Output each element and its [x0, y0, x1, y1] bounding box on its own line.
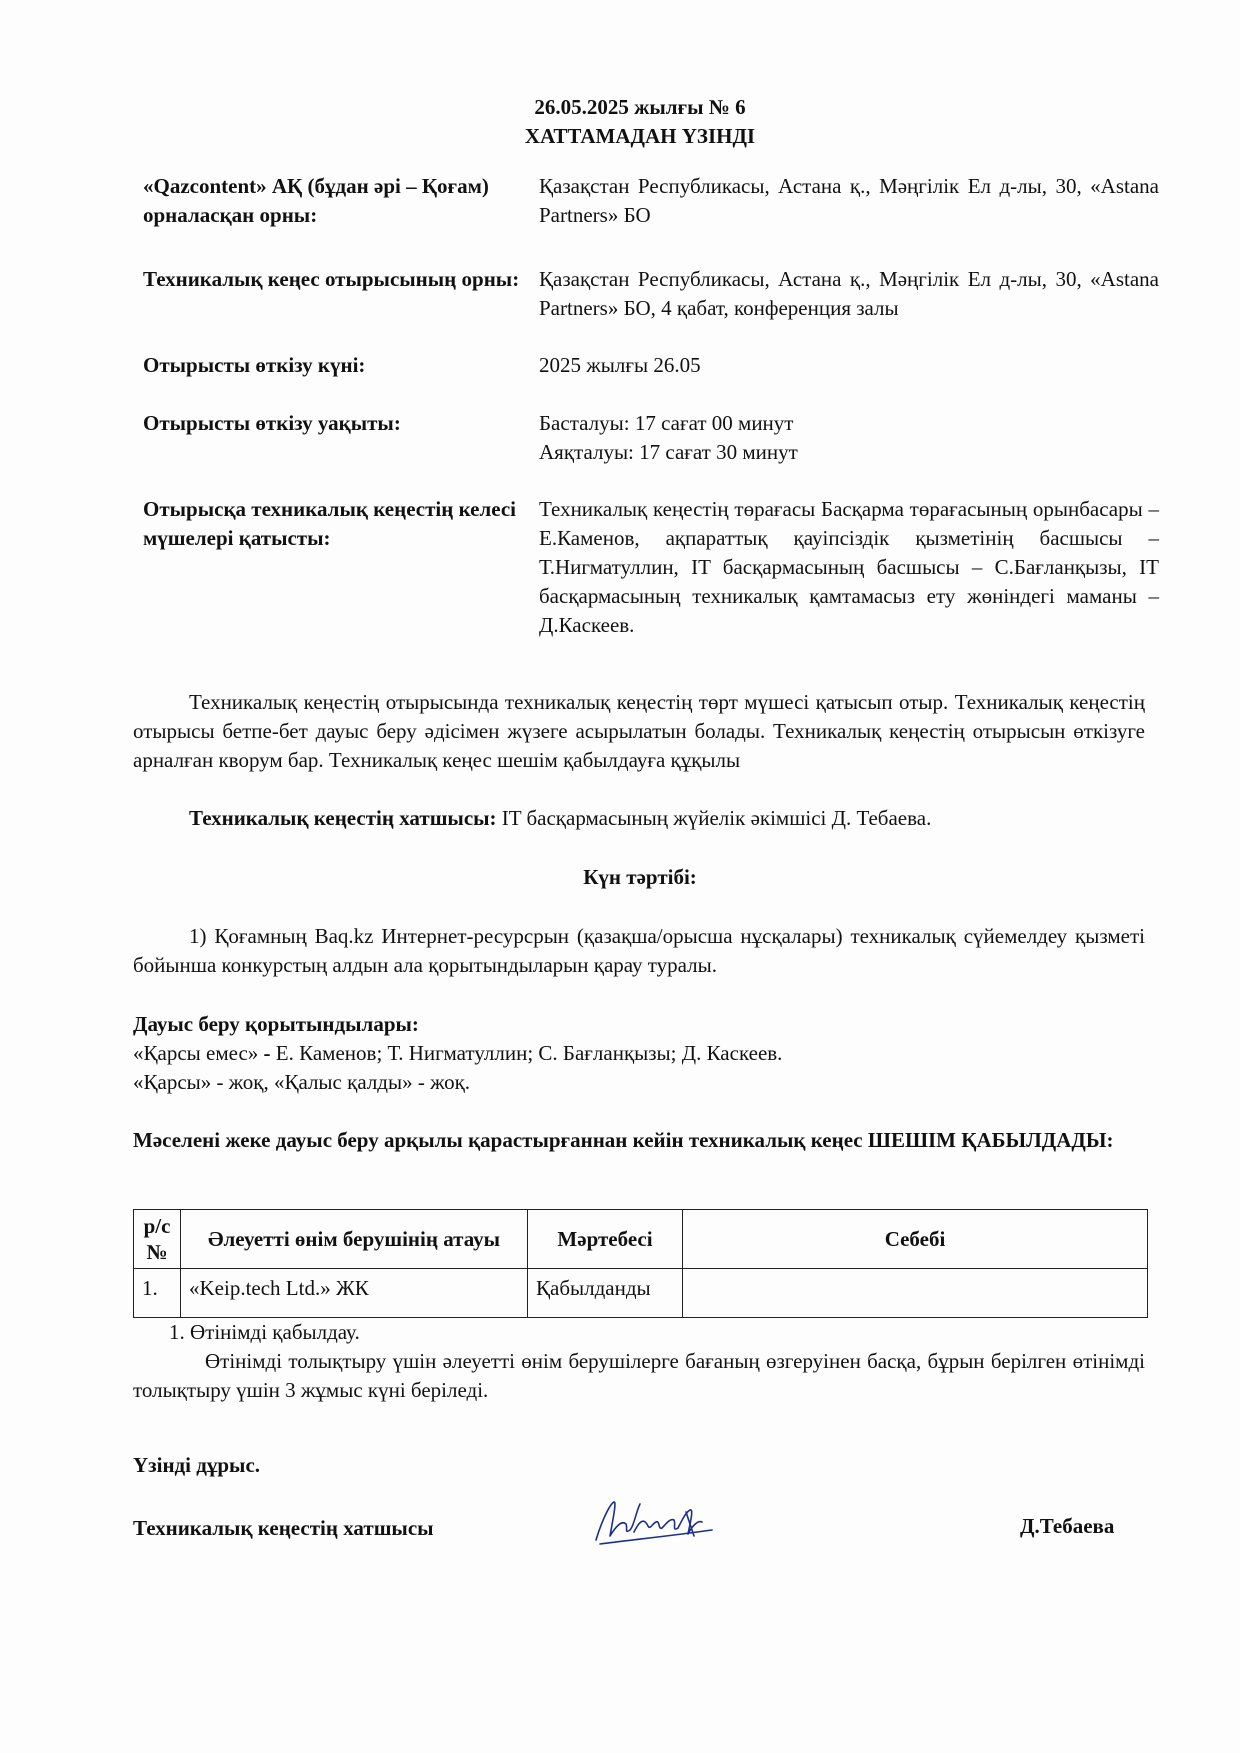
document-title: ХАТТАМАДАН ҮЗІНДІ: [524, 124, 756, 148]
cell-reason: [683, 1269, 1148, 1318]
info-label: Отырысты өткізу күні:: [143, 353, 366, 377]
voting-against: «Қарсы» - жоқ, «Қалыс қалды» - жоқ.: [133, 1070, 471, 1094]
table-header-row: [134, 1210, 1148, 1269]
agenda-item: 1) Қоғамның Baq.kz Интернет-ресурсрын (қазақша/орысша нұсқалары) техникалық сүйемелдеу қызметі бойынша конкурстың алдын ала қорытындыларын қарау туралы.: [133, 924, 1145, 977]
info-label: Техникалық кеңес отырысының орны:: [143, 267, 520, 291]
secretary-label: Техникалық кеңестің хатшысы:: [189, 806, 497, 830]
end-time: Аяқталуы: 17 сағат 30 минут: [539, 440, 798, 464]
cell-status: Қабылданды: [528, 1269, 683, 1318]
voting-dash: -: [258, 1041, 276, 1065]
column-header-reason: Себебі: [683, 1210, 1148, 1269]
secretary-name: Д.Тебаева: [1020, 1514, 1115, 1538]
info-label: Отырысты өткізу уақыты:: [143, 411, 401, 435]
start-time: Басталуы: 17 сағат 00 минут: [539, 411, 794, 435]
protocol-number: 26.05.2025 жылғы № 6: [534, 95, 746, 119]
table-row: [134, 1269, 1148, 1318]
column-header-supplier: Әлеуетті өнім берушінің атауы: [181, 1210, 528, 1269]
column-header-status: Мәртебесі: [528, 1210, 683, 1269]
voting-for-value: Е. Каменов; Т. Нигматуллин; С. Бағланқызы; Д. Каскеев.: [275, 1041, 783, 1065]
voting-title: Дауыс беру қорытындылары:: [133, 1012, 419, 1036]
decision-text: Өтінімді толықтыру үшін әлеуетті өнім берушілерге бағаның өзгеруінен басқа, бұрын берілген өтінімді толықтыру үшін 3 жұмыс күні беріледі.: [133, 1349, 1145, 1402]
info-value: 2025 жылғы 26.05: [539, 353, 701, 377]
info-value: [539, 409, 1159, 467]
voting-for-label: «Қарсы емес»: [133, 1041, 259, 1065]
agenda-title: Күн тәртібі:: [583, 865, 697, 889]
secretary-line: [133, 804, 1145, 833]
voting-for: [133, 1039, 1145, 1068]
cell-supplier: «Keip.tech Ltd.» ЖК: [181, 1269, 528, 1318]
info-label: Отырысқа техникалық кеңестің келесі мүшелері қатысты:: [143, 497, 517, 550]
secretary-role: Техникалық кеңестің хатшысы: [133, 1516, 434, 1540]
decision-title: Мәселені жеке дауыс беру арқылы қарастырғаннан кейін техникалық кеңес ШЕШІМ ҚАБЫЛДАДЫ:: [133, 1128, 1114, 1152]
certified-label: Үзінді дұрыс.: [133, 1453, 261, 1477]
cell-number: 1.: [134, 1269, 181, 1318]
quorum-paragraph: Техникалық кеңестің отырысында техникалық кеңестің төрт мүшесі қатысып отыр. Техникалық кеңестің отырысы бетпе-бет дауыс беру әдісімен жүзеге асырылатын болады. Техникалық кеңестің отырысын өткізуге арналған кворум бар. Техникалық кеңес шешім қабылдауға құқылы: [133, 690, 1145, 772]
info-label: «Qazcontent» АҚ (бұдан әрі – Қоғам) орналасқан орны:: [143, 174, 489, 227]
info-value: Қазақстан Республикасы, Астана қ., Мәңгілік Ел д-лы, 30, «Astana Partners» БО, 4 қабат, конференция залы: [539, 267, 1159, 320]
info-value: Техникалық кеңестің төрағасы Басқарма төрағасының орынбасары – Е.Каменов, ақпараттық қауіпсіздік қызметінің басшысы – Т.Нигматуллин, IT басқармасының басшысы – С.Бағланқызы, IT басқармасының техникалық қамтамасыз ету жөніндегі маманы – Д.Каскеев.: [539, 497, 1159, 637]
results-table: [133, 1209, 1148, 1318]
signature-image: [590, 1490, 720, 1560]
document-header: [130, 93, 1150, 151]
column-header-number: р/с №: [134, 1210, 181, 1269]
secretary-value: IT басқармасының жүйелік әкімшісі Д. Тебаева.: [496, 806, 932, 830]
info-value: Қазақстан Республикасы, Астана қ., Мәңгілік Ел д-лы, 30, «Astana Partners» БО: [539, 174, 1159, 227]
decision-item: 1. Өтінімді қабылдау.: [169, 1320, 360, 1344]
